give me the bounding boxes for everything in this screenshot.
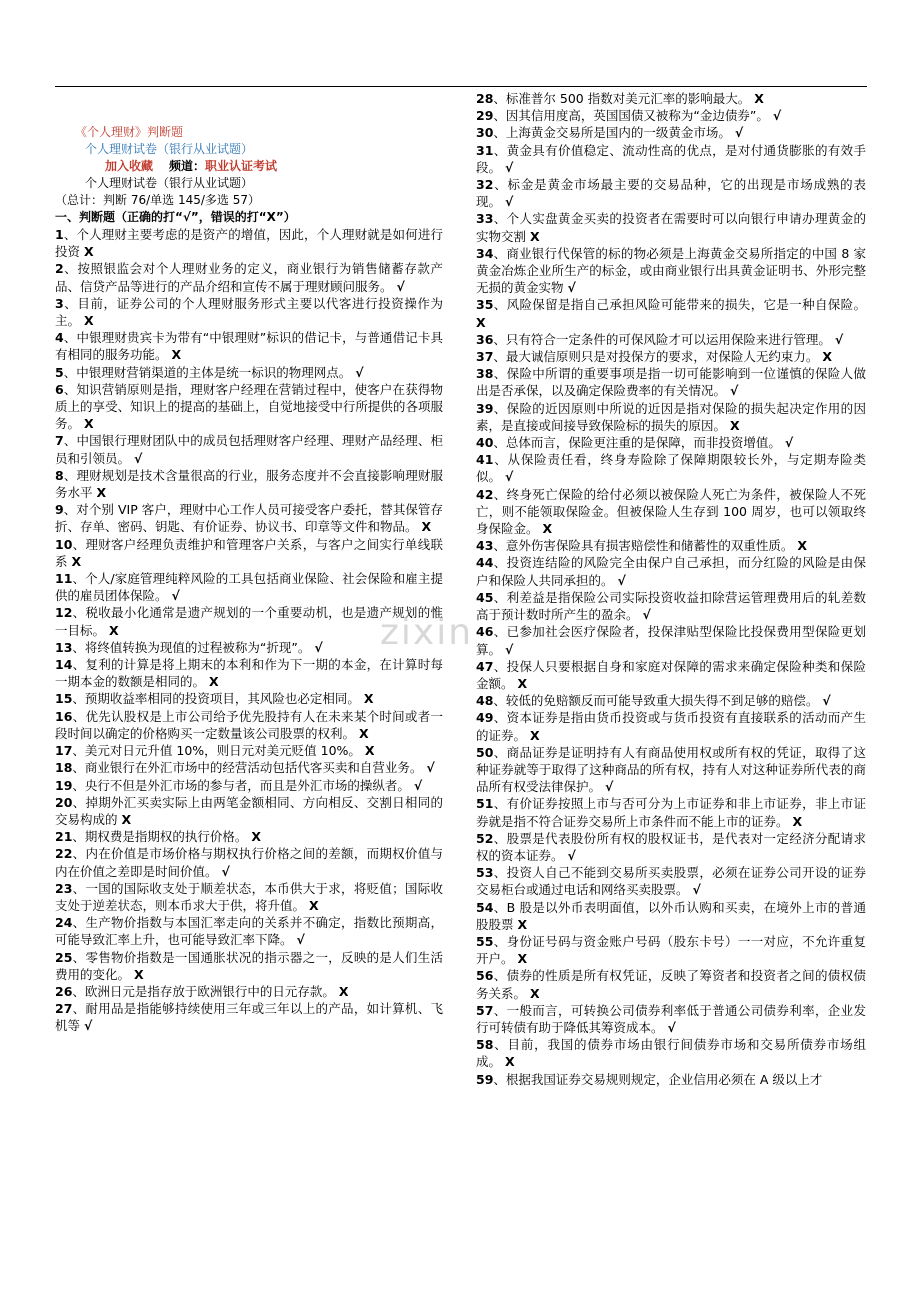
question-text: 、个人实盘黄金买卖的投资者在需要时可以向银行申请办理黄金的实物交割	[476, 211, 866, 244]
left-column	[55, 90, 443, 1035]
answer-mark: X	[476, 314, 486, 330]
question-text: 、商业银行代保管的标的物必须是上海黄金交易所指定的中国 8 家黄金冶炼企业所生产的标金，或由商业银行出具黄金证明书、外形完整无损的黄金实物	[476, 245, 866, 296]
question-item	[55, 467, 443, 501]
question-text: 、投资连结险的风险完全由保户自己承担，而分红险的风险是由保户和保险人共同承担的。	[476, 555, 866, 588]
answer-mark: X	[530, 228, 540, 244]
question-item	[476, 451, 866, 485]
question-item	[476, 537, 866, 554]
question-number: 33	[476, 211, 494, 227]
question-item	[476, 107, 866, 124]
question-item	[55, 794, 443, 828]
question-item	[476, 400, 866, 434]
question-item	[55, 536, 443, 570]
answer-mark: √	[642, 607, 651, 623]
doc-subtitle[interactable]: 个人理财试卷（银行从业试题）	[85, 142, 254, 156]
question-number: 39	[476, 400, 494, 416]
question-item	[55, 845, 443, 879]
question-text: 、优先认股权是上市公司给予优先股持有人在未来某个时间或者一段时间以确定的价格购买一定数量该公司股票的权利。	[55, 708, 443, 741]
exam-title: 个人理财试卷（银行从业试题）	[85, 176, 254, 190]
question-text: 、保险的近因原则中所说的近因是指对保险的损失起决定作用的因素，是直接或间接导致保险标的损失的原因。	[476, 400, 866, 433]
watermark: zixin	[380, 612, 474, 653]
question-item	[55, 295, 443, 329]
answer-mark: X	[364, 743, 375, 759]
question-number: 40	[476, 435, 494, 451]
question-text: 、按照银监会对个人理财业务的定义，商业银行为销售储蓄存款产品、信贷产品等进行的产品介绍和宣传不属于理财顾问服务。	[55, 261, 443, 294]
question-item	[476, 830, 866, 864]
question-item	[476, 331, 866, 348]
question-number: 12	[55, 605, 73, 621]
question-number: 7	[55, 433, 64, 449]
question-number: 52	[476, 830, 494, 846]
question-item	[476, 486, 866, 538]
answer-mark: √	[505, 641, 514, 657]
question-item	[55, 226, 443, 260]
question-number: 48	[476, 693, 494, 709]
question-item	[476, 967, 866, 1001]
question-item	[476, 1071, 866, 1088]
question-text: 、中银理财贵宾卡为带有“中银理财”标识的借记卡，与普通借记卡具有相同的服务功能。	[55, 330, 443, 363]
question-text: 、只有符合一定条件的可保风险才可以运用保险来进行管理。	[493, 331, 831, 347]
question-text: 、资本证券是指由货币投资或与货币投资有直接联系的活动而产生的证券。	[476, 710, 866, 743]
question-text: 、标准普尔 500 指数对美元汇率的影响最大。	[493, 91, 751, 106]
question-number: 56	[476, 968, 494, 984]
question-text: 、较低的免赔额反而可能导致重大损失得不到足够的赔偿。	[493, 693, 819, 709]
question-item	[476, 692, 866, 709]
question-text: 、B 股是以外币表明面值，以外币认购和买卖，在境外上市的普通股股票	[476, 899, 866, 932]
question-number: 22	[55, 846, 73, 862]
question-item	[476, 744, 866, 796]
question-text: 、最大诚信原则只是对投保方的要求，对保险人无约束力。	[493, 349, 819, 365]
question-text: 、债券的性质是所有权凭证，反映了筹资者和投资者之间的债权债务关系。	[476, 968, 866, 1001]
question-item	[476, 176, 866, 210]
question-number: 19	[55, 777, 73, 793]
answer-mark: √	[822, 693, 831, 709]
question-text: 、身份证号码与资金账户号码（股东卡号）一一对应，不允许重复开户。	[476, 933, 866, 967]
question-number: 21	[55, 829, 73, 845]
question-text: 、商品证券是证明持有人有商品使用权或所有权的凭证，取得了这种证券就等于取得了这种商品的所有权，持有人对这种证券所代表的商品所有权受法律保护。	[476, 744, 866, 795]
answer-mark: X	[517, 675, 528, 691]
answer-mark: X	[84, 244, 94, 260]
question-item	[476, 623, 866, 657]
question-text: 、中国银行理财团队中的成员包括理财客户经理、理财产品经理、柜员和引领员。	[55, 433, 443, 466]
link-row	[55, 158, 443, 175]
answer-mark: √	[617, 572, 626, 588]
question-text: 、预期收益率相同的投资项目，其风险也必定相同。	[72, 691, 360, 707]
question-item	[476, 296, 866, 330]
question-text: 、商业银行在外汇市场中的经营活动包括代客买卖和自营业务。	[72, 760, 423, 776]
question-number: 42	[476, 486, 494, 502]
question-number: 9	[55, 502, 64, 518]
question-number: 45	[476, 589, 494, 605]
question-text: 、央行不但是外汇市场的参与者，而且是外汇市场的操纵者。	[72, 777, 410, 793]
question-text: 、因其信用度高，英国国债又被称为“金边债券”。	[493, 108, 769, 124]
question-number: 57	[476, 1002, 494, 1018]
answer-mark: X	[71, 553, 82, 569]
answer-mark: √	[84, 1018, 93, 1034]
answer-mark: X	[109, 622, 119, 638]
question-text: 、风险保留是指自己承担风险可能带来的损失，它是一种自保险。	[493, 297, 866, 313]
answer-mark: √	[567, 847, 576, 863]
question-number: 41	[476, 452, 494, 468]
add-favorite-link[interactable]: 加入收藏	[105, 159, 154, 173]
question-item	[55, 983, 443, 1000]
question-number: 49	[476, 710, 494, 726]
question-item	[476, 589, 866, 623]
answer-mark: X	[84, 313, 94, 329]
answer-mark: X	[251, 829, 262, 845]
question-item	[55, 708, 443, 742]
question-item	[55, 656, 443, 690]
answer-mark: √	[734, 125, 744, 141]
question-number: 4	[55, 330, 64, 346]
answer-mark: X	[309, 897, 319, 913]
question-item	[476, 864, 866, 898]
question-number: 8	[55, 467, 64, 483]
question-item	[55, 432, 443, 466]
question-number: 37	[476, 349, 494, 365]
question-item	[55, 381, 443, 433]
question-text: 、一国的国际收支处于顺差状态，本币供大于求，将贬值；国际收支处于逆差状态，则本币求大于供，将升值。	[55, 880, 443, 913]
question-item	[55, 828, 443, 845]
question-number: 54	[476, 899, 494, 915]
question-text: 、中银理财营销渠道的主体是统一标识的物理网点。	[63, 364, 352, 380]
question-number: 20	[55, 794, 73, 810]
question-text: 、保险中所谓的重要事项是指一切可能影响到一位谨慎的保险人做出是否承保，以及确定保险费率的有关情况。	[476, 366, 866, 399]
question-text: 、生产物价指数与本国汇率走向的关系并不确定，指数比预期高，可能导致汇率上升，也可能导致汇率下降。	[55, 915, 443, 948]
question-text: 、标金是黄金市场最主要的交易品种，它的出现是市场成熟的表现。	[476, 177, 866, 210]
doc-title: 《个人理财》判断题	[75, 125, 184, 139]
answer-mark: X	[338, 983, 349, 999]
question-number: 53	[476, 865, 494, 881]
question-item	[55, 570, 443, 604]
answer-mark: √	[171, 588, 180, 604]
question-number: 34	[476, 245, 494, 261]
question-number: 43	[476, 538, 494, 554]
question-item	[55, 690, 443, 707]
question-item	[55, 742, 443, 759]
answer-mark: X	[542, 521, 553, 537]
answer-mark: √	[413, 777, 423, 793]
question-text: 、掉期外汇买卖实际上由两笔金额相同、方向相反、交割日相同的交易构成的	[55, 794, 443, 827]
question-text: 、欧洲日元是指存放于欧洲银行中的日元存款。	[72, 983, 335, 999]
question-text: 、税收最小化通常是遗产规划的一个重要动机，也是遗产规划的惟一目标。	[55, 605, 443, 638]
answer-mark: √	[314, 639, 323, 655]
question-number: 47	[476, 658, 494, 674]
answer-mark: √	[772, 108, 782, 124]
question-number: 50	[476, 744, 494, 760]
question-number: 18	[55, 760, 73, 776]
answer-mark: X	[530, 985, 540, 1001]
question-item	[476, 795, 866, 829]
answer-mark: X	[822, 349, 833, 365]
answer-mark: X	[517, 951, 528, 967]
answer-mark: X	[421, 519, 432, 535]
header-rule	[55, 86, 867, 87]
question-number: 14	[55, 657, 73, 673]
answer-mark: √	[605, 779, 614, 795]
question-number: 28	[476, 91, 494, 106]
question-number: 55	[476, 933, 494, 949]
question-number: 10	[55, 536, 73, 552]
question-text: 、内在价值是市场价格与期权执行价格之间的差额，而期权价值与内在价值之差即是时间价值。	[55, 846, 443, 879]
question-text: 、目前，证券公司的个人理财服务形式主要以代客进行投资操作为主。	[55, 295, 443, 329]
answer-mark: X	[359, 725, 369, 741]
channel-link[interactable]: 职业认证考试	[205, 159, 278, 173]
question-item	[476, 658, 866, 692]
question-item	[55, 639, 443, 656]
question-text: 、根据我国证券交易规则规定，企业信用必须在 A 级以上才	[493, 1071, 823, 1087]
question-item	[55, 759, 443, 776]
question-text: 、一般而言，可转换公司债券利率低于普通公司债券利率，企业发行可转债有助于降低其筹资成本。	[476, 1002, 866, 1035]
right-question-list	[476, 90, 866, 1088]
question-number: 11	[55, 571, 73, 587]
answer-mark: √	[834, 331, 844, 347]
question-item	[55, 364, 443, 381]
answer-mark: √	[134, 450, 143, 466]
answer-mark: X	[209, 674, 219, 690]
question-number: 24	[55, 915, 73, 931]
question-number: 1	[55, 227, 64, 242]
question-item	[55, 1000, 443, 1034]
question-number: 59	[476, 1071, 494, 1087]
answer-mark: X	[505, 1054, 515, 1070]
question-item	[55, 880, 443, 914]
question-text: 、理财规划是技术含量很高的行业，服务态度并不会直接影响理财服务水平	[55, 467, 443, 501]
question-number: 2	[55, 261, 64, 277]
question-item	[476, 554, 866, 588]
question-text: 、总体而言，保险更注重的是保障，而非投资增值。	[493, 435, 781, 451]
question-number: 58	[476, 1037, 494, 1053]
question-item	[55, 260, 443, 294]
question-number: 25	[55, 949, 73, 965]
question-number: 27	[55, 1001, 73, 1017]
answer-mark: X	[121, 811, 132, 827]
question-item	[476, 348, 866, 365]
exam-total: （总计：判断 76/单选 145/多选 57）	[55, 193, 260, 207]
question-text: 、利差益是指保险公司实际投资收益扣除营运管理费用后的轧差数高于预计数时所产生的盈余。	[476, 589, 866, 623]
answer-mark: X	[797, 538, 808, 554]
question-item	[55, 604, 443, 638]
question-text: 、期权费是指期权的执行价格。	[72, 829, 248, 845]
question-item	[55, 501, 443, 535]
channel-label: 频道：	[169, 159, 206, 173]
answer-mark: √	[426, 760, 435, 776]
answer-mark: √	[667, 1019, 676, 1035]
question-text: 、知识营销原则是指，理财客户经理在营销过程中，使客户在获得物质上的享受、知识上的提高的基础上，自觉地接受中行所提供的各项服务。	[55, 381, 443, 432]
answer-mark: √	[396, 278, 405, 294]
question-text: 、对个别 VIP 客户，理财中心工作人员可接受客户委托，替其保管存折、存单、密码、钥匙、有价证券、协议书、印章等文件和物品。	[55, 502, 443, 535]
question-number: 31	[476, 142, 494, 158]
question-text: 、意外伤害保险具有损害赔偿性和储蓄性的双重性质。	[493, 538, 794, 554]
answer-mark: X	[517, 916, 528, 932]
answer-mark: X	[96, 485, 107, 501]
answer-mark: X	[171, 347, 182, 363]
question-number: 36	[476, 331, 494, 347]
question-number: 23	[55, 880, 73, 896]
answer-mark: X	[730, 417, 740, 433]
question-item	[55, 949, 443, 983]
answer-mark: X	[754, 91, 764, 106]
question-text: 、理财客户经理负责维护和管理客户关系，与客户之间实行单线联系	[55, 536, 443, 569]
answer-mark: √	[567, 280, 576, 296]
answer-mark: √	[784, 435, 794, 451]
answer-mark: √	[505, 469, 514, 485]
question-item	[476, 709, 866, 743]
question-item	[476, 434, 866, 451]
question-item	[476, 142, 866, 176]
question-text: 、已参加社会医疗保险者，投保津贴型保险比投保费用型保险更划算。	[476, 624, 866, 657]
answer-mark: √	[505, 159, 514, 175]
answer-mark: X	[84, 416, 94, 432]
question-item	[55, 777, 443, 794]
question-number: 44	[476, 555, 494, 571]
question-text: 、个人/家庭管理纯粹风险的工具包括商业保险、社会保险和雇主提供的雇员团体保险。	[55, 571, 443, 604]
question-text: 、将终值转换为现值的过程被称为“折现”。	[72, 639, 311, 655]
right-column	[476, 90, 866, 1088]
question-text: 、上海黄金交易所是国内的一级黄金市场。	[493, 125, 731, 141]
answer-mark: √	[355, 364, 364, 380]
question-number: 15	[55, 691, 73, 707]
question-text: 、投保人只要根据自身和家庭对保障的需求来确定保险种类和保险金额。	[476, 658, 866, 691]
question-number: 35	[476, 297, 494, 313]
question-text: 、终身死亡保险的给付必须以被保险人死亡为条件，被保险人不死亡，则不能领取保险金。但被保险人生存到 100 周岁，也可以领取终身保险金。	[476, 486, 866, 537]
question-number: 6	[55, 381, 64, 397]
question-item	[476, 124, 866, 141]
question-number: 5	[55, 364, 64, 380]
question-number: 17	[55, 743, 73, 759]
question-item	[476, 899, 866, 933]
answer-mark: √	[730, 383, 739, 399]
answer-mark: X	[530, 727, 540, 743]
question-number: 26	[55, 983, 73, 999]
question-text: 、零售物价指数是一国通胀状况的指示器之一，反映的是人们生活费用的变化。	[55, 949, 443, 982]
question-text: 、从保险责任看，终身寿险除了保障期限较长外，与定期寿险类似。	[476, 452, 866, 485]
question-number: 32	[476, 177, 494, 193]
question-text: 、股票是代表股份所有权的股权证书，是代表对一定经济分配请求权的资本证券。	[476, 830, 866, 863]
question-number: 13	[55, 639, 73, 655]
question-item	[476, 210, 866, 244]
question-item	[476, 365, 866, 399]
question-number: 30	[476, 125, 494, 141]
answer-mark: X	[134, 966, 144, 982]
question-item	[476, 1036, 866, 1070]
question-text: 、黄金具有价值稳定、流动性高的优点，是对付通货膨胀的有效手段。	[476, 142, 866, 175]
question-item	[55, 329, 443, 363]
question-item	[476, 933, 866, 967]
question-number: 3	[55, 295, 64, 311]
answer-mark: X	[363, 691, 374, 707]
question-text: 、复利的计算是将上期末的本利和作为下一期的本金，在计算时每一期本金的数额是相同的。	[55, 657, 443, 690]
question-item	[476, 1002, 866, 1036]
question-number: 46	[476, 624, 494, 640]
question-text: 、个人理财主要考虑的是资产的增值，因此，个人理财就是如何进行投资	[55, 227, 443, 260]
question-number: 29	[476, 108, 494, 124]
answer-mark: X	[792, 813, 803, 829]
answer-mark: √	[296, 932, 305, 948]
question-text: 、目前，我国的债券市场由银行间债券市场和交易所债券市场组成。	[476, 1037, 866, 1070]
section-heading: 一、判断题（正确的打“√”，错误的打“X”）	[55, 210, 296, 224]
question-item	[55, 914, 443, 948]
answer-mark: √	[221, 863, 230, 879]
answer-mark: √	[505, 194, 514, 210]
question-number: 38	[476, 366, 494, 382]
question-text: 、美元对日元升值 10%，则日元对美元贬值 10%。	[72, 743, 361, 759]
left-question-list	[55, 226, 443, 1035]
answer-mark: √	[692, 882, 701, 898]
question-text: 、有价证券按照上市与否可分为上市证券和非上市证券，非上市证券就是指不符合证券交易所上市条件而不能上市的证券。	[476, 796, 866, 829]
question-text: 、耐用品是指能够持续使用三年或三年以上的产品，如计算机、飞机等	[55, 1001, 443, 1034]
question-item	[476, 90, 866, 107]
question-number: 16	[55, 708, 73, 724]
question-item	[476, 245, 866, 297]
question-number: 51	[476, 796, 494, 812]
question-text: 、投资人自己不能到交易所买卖股票，必须在证券公司开设的证券交易柜台或通过电话和网络买卖股票。	[476, 865, 866, 898]
